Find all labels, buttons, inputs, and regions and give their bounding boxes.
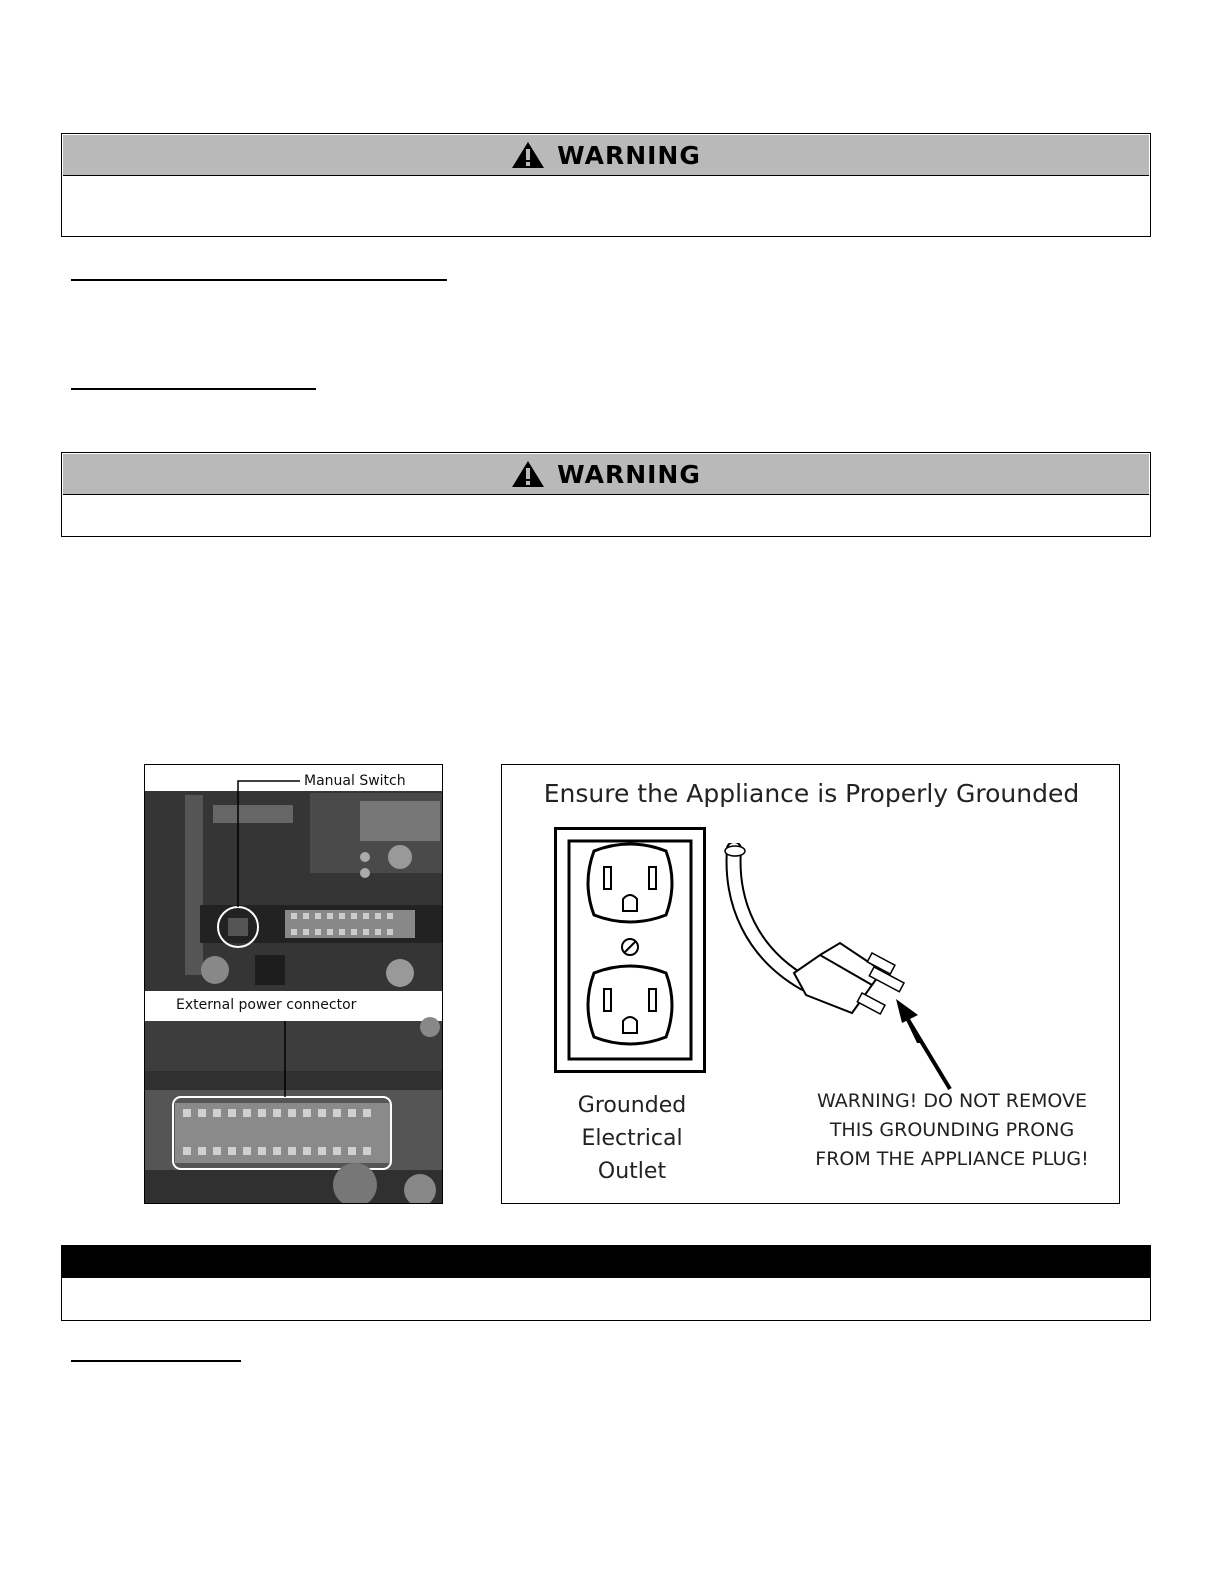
warning-box-2	[61, 452, 1151, 537]
outlet-caption	[554, 1089, 710, 1188]
plug-warning-line-1: WARNING! DO NOT REMOVE	[816, 1090, 1088, 1112]
grounding-figure	[501, 764, 1120, 1204]
notice-header	[62, 1246, 1150, 1278]
section-heading-underline-3	[71, 1360, 241, 1362]
outlet-caption-line-1: Grounded	[577, 1093, 687, 1118]
warning-arrow-icon	[882, 993, 962, 1098]
grounding-figure-title: Ensure the Appliance is Properly Grounded	[543, 779, 1080, 808]
warning-box-1	[61, 133, 1151, 237]
notice-box	[61, 1245, 1151, 1321]
section-heading-underline-1	[71, 279, 447, 281]
warning-title-2: WARNING	[557, 459, 701, 489]
plug-warning-text	[792, 1087, 1112, 1174]
warning-title-1: WARNING	[557, 140, 701, 170]
plug-warning-line-2: THIS GROUNDING PRONG	[829, 1119, 1075, 1141]
manual-switch-label: Manual Switch	[304, 773, 406, 789]
outlet-caption-line-3: Outlet	[597, 1159, 667, 1184]
outlet-icon	[554, 827, 706, 1078]
plug-warning-line-3: FROM THE APPLIANCE PLUG!	[815, 1148, 1089, 1170]
warning-header-1	[63, 135, 1149, 176]
appliance-photo-figure	[144, 764, 443, 1204]
warning-triangle-icon	[511, 460, 545, 488]
section-heading-underline-2	[71, 388, 316, 390]
warning-triangle-icon	[511, 141, 545, 169]
outlet-caption-line-2: Electrical	[581, 1126, 683, 1151]
appliance-photo-illustration	[145, 765, 443, 1204]
warning-header-2	[63, 454, 1149, 495]
external-power-connector-label: External power connector	[176, 997, 357, 1013]
